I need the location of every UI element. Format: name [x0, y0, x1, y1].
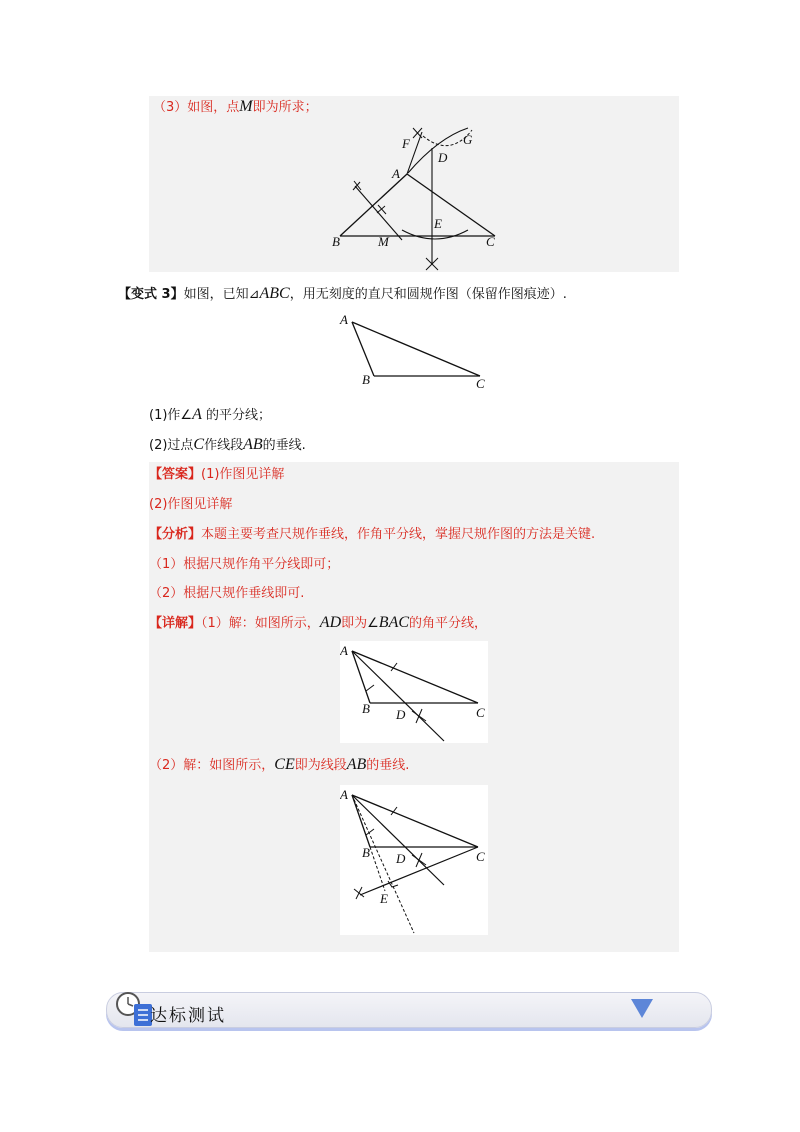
analysis-line: 【分析】本题主要考查尺规作垂线，作角平分线，掌握尺规作图的方法是关键.	[149, 527, 596, 542]
detail-figure-2	[340, 785, 488, 935]
label-B: B	[362, 372, 370, 387]
label-B: B	[362, 701, 370, 716]
label-E: E	[434, 216, 442, 231]
label-A: A	[340, 312, 348, 327]
label-C: C	[476, 705, 485, 720]
section-title: 达标测试	[150, 1006, 226, 1026]
label-B: B	[332, 234, 340, 249]
variant-figure	[336, 308, 496, 392]
label-G: G	[463, 132, 473, 147]
question-1: (1)作∠A 的平分线；	[149, 406, 271, 423]
variant-statement: 【变式 3】如图，已知⊿ABC，用无刻度的直尺和圆规作图（保留作图痕迹）.	[118, 285, 567, 302]
step3-figure	[320, 118, 520, 274]
label-C: C	[486, 234, 495, 249]
label-A: A	[340, 643, 348, 658]
detail-figure-1	[340, 641, 488, 743]
answer-line-2: (2)作图见详解	[149, 497, 233, 512]
hint-1: （1）根据尺规作角平分线即可；	[149, 557, 340, 572]
answer-line-1: 【答案】(1)作图见详解	[149, 467, 285, 482]
detail-line-2: （2）解：如图所示，CE即为线段AB的垂线.	[149, 756, 410, 773]
label-F: F	[402, 136, 410, 151]
label-C: C	[476, 849, 485, 864]
label-D: D	[438, 150, 448, 165]
label-A: A	[340, 787, 348, 802]
step3-text: （3）如图，点M即为所求；	[153, 98, 318, 115]
label-E: E	[380, 891, 388, 906]
label-A: A	[392, 166, 400, 181]
question-2: (2)过点C作线段AB的垂线.	[149, 436, 306, 453]
label-C: C	[476, 376, 485, 391]
label-M: M	[378, 234, 389, 249]
detail-line-1: 【详解】（1）解：如图所示，AD即为∠BAC的角平分线，	[149, 614, 488, 631]
label-D: D	[396, 851, 406, 866]
hint-2: （2）根据尺规作垂线即可.	[149, 586, 305, 601]
triangle-down-icon[interactable]	[630, 998, 654, 1020]
label-D: D	[396, 707, 406, 722]
label-B: B	[362, 845, 370, 860]
